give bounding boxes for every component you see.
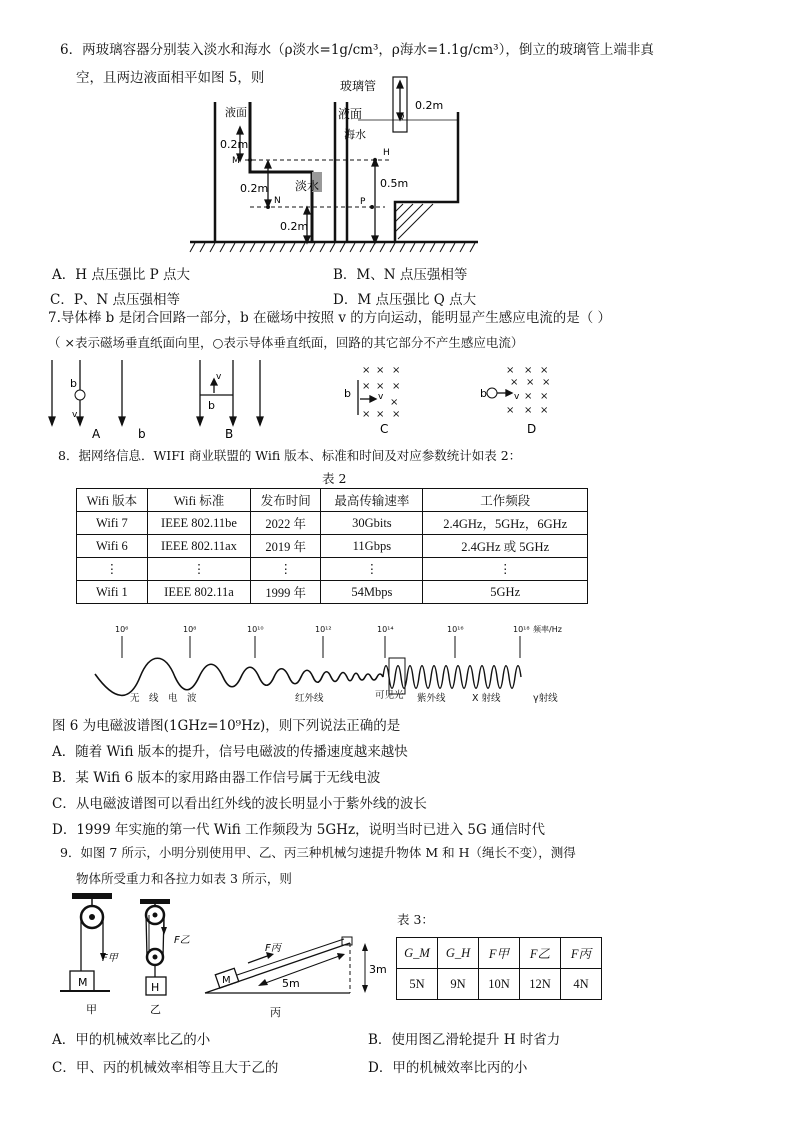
- q8-caption: 图 6 为电磁波谱图(1GHz=10⁹Hz)，则下列说法正确的是: [52, 718, 401, 734]
- q9-label-bing: 丙: [270, 1006, 281, 1019]
- q6-label-p: P: [360, 197, 366, 207]
- q9-option-b: B．使用图乙滑轮提升 H 时省力: [368, 1032, 561, 1048]
- table-cell: 2022 年: [251, 512, 321, 535]
- q9-label-h: H: [151, 981, 160, 994]
- table-cell: IEEE 802.11ax: [147, 535, 250, 558]
- table-header-row: [397, 938, 602, 969]
- spectrum-tick: 10⁶: [115, 625, 129, 634]
- q7-label-v-d: v: [514, 392, 520, 402]
- table-cell: 12N: [520, 969, 561, 1000]
- q7-cross: ×: [362, 365, 371, 376]
- table-cell: ⋮: [147, 558, 250, 581]
- q7-cross: ×: [540, 391, 549, 402]
- header-cell: 发布时间: [251, 489, 321, 512]
- q9-stem-line1: 9．如图 7 所示，小明分别使用甲、乙、丙三种机械匀速提升物体 M 和 H（绳长不变），测得: [60, 845, 576, 860]
- q7-label-v-a: v: [72, 410, 78, 420]
- q7-cross: ×: [362, 381, 371, 392]
- table-cell: 30Gbits: [321, 512, 423, 535]
- table-cell: Wifi 6: [77, 535, 148, 558]
- q6-label-liquid-surface2: 液面: [338, 107, 363, 121]
- header-cell: 最高传输速率: [321, 489, 423, 512]
- q9-label-len: 5m: [282, 977, 300, 990]
- q7-cross: ×: [392, 381, 401, 392]
- table-row: [77, 581, 588, 604]
- spectrum-tick: 10¹⁸: [513, 625, 530, 634]
- table-cell: 4N: [561, 969, 602, 1000]
- header-cell: G_H: [438, 938, 479, 969]
- q7-cross: ×: [540, 405, 549, 416]
- header-cell: F甲: [479, 938, 520, 969]
- q6-label-liquid-surface: 液面: [225, 106, 247, 119]
- q6-label-n: N: [274, 196, 281, 206]
- q6-option-c: C．P、N 点压强相等: [50, 292, 181, 308]
- q7-cross: ×: [526, 377, 535, 388]
- table-row: [397, 969, 602, 1000]
- spectrum-radio-label: 无 线 电 波: [130, 693, 197, 704]
- spectrum-tick: 10¹⁶: [447, 625, 464, 634]
- header-cell: F乙: [520, 938, 561, 969]
- q8-stem: 8．据网络信息．WIFI 商业联盟的 Wifi 版本、标准和时间及对应参数统计如表 2：: [58, 448, 522, 463]
- table-cell: 2019 年: [251, 535, 321, 558]
- spectrum-xray-label: X 射线: [472, 693, 501, 704]
- q6-label-freshwater: 淡水: [295, 179, 320, 193]
- q7-cross: ×: [376, 381, 385, 392]
- table-cell: IEEE 802.11a: [147, 581, 250, 604]
- q7-cross: ×: [392, 409, 401, 420]
- table-row: [77, 558, 588, 581]
- q7-cross: ×: [540, 365, 549, 376]
- q7-cross: ×: [510, 377, 519, 388]
- table-cell: ⋮: [251, 558, 321, 581]
- spectrum-gamma-label: γ射线: [533, 693, 558, 704]
- q7-label-b-d: b: [480, 387, 487, 400]
- q7-cross: ×: [524, 391, 533, 402]
- header-cell: Wifi 版本: [77, 489, 148, 512]
- spectrum-tick: 10¹²: [315, 625, 332, 634]
- table-cell: 5GHz: [423, 581, 588, 604]
- em-spectrum-figure: [95, 622, 585, 702]
- q7-cross: ×: [376, 409, 385, 420]
- q7-label-b: B: [225, 427, 234, 441]
- q6-stem-line1: 6．两玻璃容器分别装入淡水和海水（ρ淡水=1g/cm³，ρ海水=1.1g/cm³），倒立的玻璃管上端非真: [60, 42, 654, 58]
- spectrum-tick: 10¹⁰: [247, 625, 264, 634]
- q6-label-tube: 玻璃管: [340, 79, 377, 93]
- q8-option-a: A．随着 Wifi 版本的提升，信号电磁波的传播速度越来越快: [52, 744, 408, 760]
- table-cell: 2.4GHz，5GHz，6GHz: [423, 512, 588, 535]
- q9-label-height: 3m: [369, 963, 387, 976]
- q6-label-q: Q: [398, 112, 405, 121]
- q9-figure: [60, 893, 387, 1023]
- force-table: [396, 937, 602, 1000]
- q7-label-d: D: [527, 422, 537, 436]
- table-cell: IEEE 802.11be: [147, 512, 250, 535]
- q9-option-a: A．甲的机械效率比乙的小: [52, 1032, 211, 1048]
- table-cell: 2.4GHz 或 5GHz: [423, 535, 588, 558]
- q6-label-m: M: [232, 156, 240, 166]
- q6-label-seawater: 海水: [344, 128, 366, 141]
- spectrum-visible-label: 可见光: [375, 690, 404, 701]
- q9-stem-line2: 物体所受重力和各拉力如表 3 所示，则: [76, 871, 292, 886]
- q9-label-f-jia: F甲: [102, 953, 118, 964]
- table-cell: 5N: [397, 969, 438, 1000]
- q9-option-c: C．甲、丙的机械效率相等且大于乙的: [52, 1060, 279, 1076]
- header-cell: Wifi 标准: [147, 489, 250, 512]
- q7-label-v-c: v: [378, 392, 384, 402]
- q9-label-m: M: [78, 976, 88, 989]
- q9-option-d: D．甲的机械效率比丙的小: [368, 1060, 528, 1076]
- q7-cross: ×: [376, 365, 385, 376]
- table-cell: ⋮: [321, 558, 423, 581]
- q6-label-d4: 0.5m: [380, 177, 409, 190]
- q7-cross: ×: [542, 377, 551, 388]
- table-header-row: [77, 489, 588, 512]
- q9-label-f-yi: F乙: [174, 935, 190, 946]
- q7-cross: ×: [392, 365, 401, 376]
- spectrum-tick: 10¹⁴: [377, 625, 394, 634]
- q7-cross: ×: [524, 405, 533, 416]
- table-cell: Wifi 7: [77, 512, 148, 535]
- q7-cross: ×: [524, 365, 533, 376]
- q8-option-d: D．1999 年实施的第一代 Wifi 工作频段为 5GHz，说明当时已进入 5G 通信时代: [52, 822, 546, 838]
- q7-label-b-b: b: [208, 399, 215, 412]
- q6-option-b: B．M、N 点压强相等: [333, 267, 468, 283]
- table-cell: ⋮: [423, 558, 588, 581]
- wifi-table: [76, 488, 588, 604]
- spectrum-uv-label: 紫外线: [417, 693, 446, 704]
- q7-label-b-c: b: [344, 387, 351, 400]
- q7-label-c: C: [380, 422, 389, 436]
- q6-label-d5: 0.2m: [415, 99, 444, 112]
- table-cell: 9N: [438, 969, 479, 1000]
- q6-figure: [190, 72, 480, 257]
- q6-label-h: H: [383, 148, 390, 158]
- q8-table-title: 表 2: [322, 471, 347, 486]
- q6-option-a: A．H 点压强比 P 点大: [52, 267, 190, 283]
- header-cell: G_M: [397, 938, 438, 969]
- q7-cross: ×: [390, 397, 399, 408]
- table-cell: ⋮: [77, 558, 148, 581]
- q7-cross: ×: [506, 405, 515, 416]
- table-cell: 1999 年: [251, 581, 321, 604]
- table-cell: 54Mbps: [321, 581, 423, 604]
- q7-label-b-stray: b: [138, 427, 146, 441]
- table-row: [77, 535, 588, 558]
- q6-stem-line2: 空，且两边液面相平如图 5，则: [76, 70, 265, 86]
- spectrum-freq-unit: 频率/Hz: [533, 625, 562, 634]
- table-cell: 11Gbps: [321, 535, 423, 558]
- q7-figure: [40, 355, 600, 445]
- q9-table-title: 表 3：: [397, 912, 434, 927]
- q7-cross: ×: [506, 365, 515, 376]
- header-cell: 工作频段: [423, 489, 588, 512]
- header-cell: F丙: [561, 938, 602, 969]
- q7-cross: ×: [362, 409, 371, 420]
- spectrum-infrared-label: 红外线: [295, 693, 324, 704]
- q7-label-a: A: [92, 427, 101, 441]
- q9-label-f-bing: F丙: [265, 943, 281, 954]
- q7-stem-line1: 7.导体棒 b 是闭合回路一部分，b 在磁场中按照 v 的方向运动，能明显产生感应电流的是（ ）: [48, 310, 612, 326]
- q9-label-jia: 甲: [86, 1003, 97, 1016]
- table-cell: 10N: [479, 969, 520, 1000]
- q8-option-c: C．从电磁波谱图可以看出红外线的波长明显小于紫外线的波长: [52, 796, 427, 812]
- q7-label-v-b: v: [216, 372, 222, 382]
- q6-option-d: D．M 点压强比 Q 点大: [333, 292, 477, 308]
- q7-stem-line2: （ ×表示磁场垂直纸面向里，○表示导体垂直纸面，回路的其它部分不产生感应电流）: [48, 335, 524, 350]
- q9-label-m2: M: [222, 975, 231, 986]
- spectrum-tick: 10⁸: [183, 625, 197, 634]
- q6-label-d1: 0.2m: [220, 138, 249, 151]
- table-cell: Wifi 1: [77, 581, 148, 604]
- table-row: [77, 512, 588, 535]
- q9-label-yi: 乙: [150, 1003, 161, 1016]
- q8-option-b: B．某 Wifi 6 版本的家用路由器工作信号属于无线电波: [52, 770, 381, 786]
- q6-label-d3: 0.2m: [280, 220, 309, 233]
- q6-label-d2: 0.2m: [240, 182, 269, 195]
- q7-label-b-a: b: [70, 377, 77, 390]
